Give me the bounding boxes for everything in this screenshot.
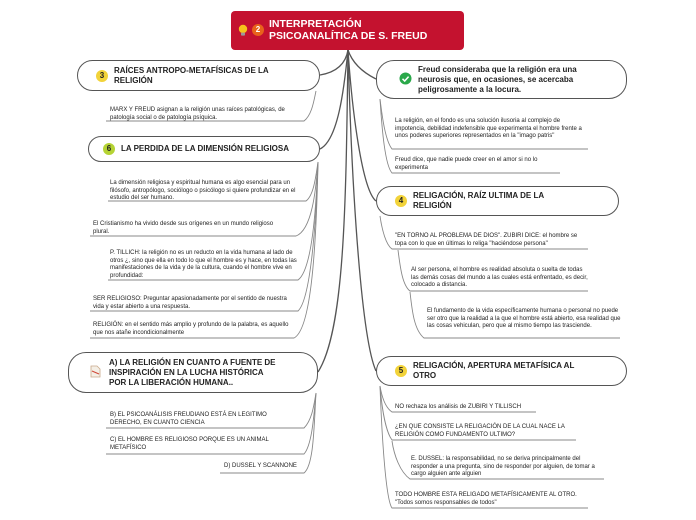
perdida-note-1: La dimensión religiosa y espiritual humana es algo esencial para un filósofo, antropólogo, sociólogo o psicólogo si quiere profundizar en el estudio del ser humano. xyxy=(110,180,296,202)
check-icon xyxy=(399,72,412,88)
root-topic[interactable] xyxy=(231,11,464,50)
religacion-note-1: "EN TORNO AL PROBLEMA DE DIOS". ZUBIRI DICE: el hombre se topa con lo que en últimas lo religa "haciéndose persona" xyxy=(395,233,578,247)
perdida-note-5: RELIGIÓN: en el sentido más amplio y profundo de la palabra, es aquello que nos atañe incondicionalmente xyxy=(93,322,289,336)
lightbulb-icon xyxy=(237,24,249,40)
religacion-note-2: Al ser persona, el hombre es realidad absoluta o suelta de todas las demás cosas del mundo a las cuales está enfrentado, es decir, colocado a distancia. xyxy=(411,267,588,289)
number-badge-4: 4 xyxy=(395,195,407,207)
religacion-title-line1: RELIGACIÓN, RAÍZ ULTIMA DE LA xyxy=(413,191,545,200)
fuente-title-line3: POR LA LIBERACIÓN HUMANA.. xyxy=(109,377,234,387)
apertura-note-3: E. DUSSEL: la responsabilidad, no se deriva principalmente del responder a una pregunta, sino de responder por alguien, de tomar a cargo alguien ante alguien xyxy=(411,456,595,478)
perdida-note-2: El Cristianismo ha vivido desde sus orígenes en un mundo religioso plural. xyxy=(93,221,274,235)
fuente-note-d: D) DUSSEL Y SCANNONE xyxy=(224,463,297,469)
apertura-note-2: ¿EN QUE CONSISTE LA RELIGACIÓN DE LA CUAL NACE LA RELIGIÓN COMO FUNDAMENTO ULTIMO? xyxy=(395,424,565,438)
freud-title-line2: neurosis que, en ocasiones, se acercaba xyxy=(418,74,574,84)
number-badge-3: 3 xyxy=(96,70,108,82)
topic-freud[interactable] xyxy=(376,60,627,99)
fuente-title-line1: A) LA RELIGIÓN EN CUANTO A FUENTE DE xyxy=(109,357,276,367)
freud-title-line1: Freud consideraba que la religión era una xyxy=(418,64,577,74)
root-number-badge: 2 xyxy=(252,24,264,36)
apertura-title-line1: RELIGACIÓN, APERTURA METAFÍSICA AL xyxy=(413,361,575,370)
topic-religacion[interactable] xyxy=(376,186,619,216)
religacion-note-3: El fundamento de la vida específicamente humana o personal no puede ser otro que la realidad a la que el hombre está abierto, esa realidad que las cosas vehiculan, pero que al mismo tiempo las trasciende. xyxy=(427,308,621,330)
topic-raices[interactable] xyxy=(77,60,320,91)
raices-note-1: MARX Y FREUD asignan a la religión unas raíces patológicas, de patología social o de patología psíquica. xyxy=(110,107,285,121)
religacion-title-line2: RELIGIÓN xyxy=(413,201,452,210)
perdida-note-4: SER RELIGIOSO: Preguntar apasionadamente por el sentido de nuestra vida y estar abierto a una respuesta. xyxy=(93,296,287,310)
root-title-line2: PSICOANALÍTICA DE S. FREUD xyxy=(269,30,428,42)
apertura-title-line2: OTRO xyxy=(413,371,437,380)
freud-note-2: Freud dice, que nadie puede creer en el amor si no lo experimenta xyxy=(395,157,538,171)
fuente-title-line2: INSPIRACIÓN EN LA LUCHA HISTÓRICA xyxy=(109,367,264,377)
document-icon xyxy=(89,365,101,381)
root-title-line1: INTERPRETACIÓN xyxy=(269,18,362,30)
topic-perdida[interactable] xyxy=(88,136,320,162)
apertura-note-1: NO rechaza los análisis de ZUBIRI Y TILLISCH xyxy=(395,404,522,410)
perdida-title: LA PERDIDA DE LA DIMENSIÓN RELIGIOSA xyxy=(121,144,290,153)
topic-apertura[interactable] xyxy=(376,356,627,386)
fuente-note-b: B) EL PSICOANÁLISIS FREUDIANO ESTÁ EN LEGITIMO DERECHO, EN CUANTO CIENCIA xyxy=(110,412,267,426)
freud-note-1: La religión, en el fondo es una solución ilusoria al complejo de impotencia, debilidad indefensible que experimenta el hombre frente a unos poderes superiores representados en la "imago patris" xyxy=(395,118,582,140)
number-badge-5: 5 xyxy=(395,365,407,377)
topic-fuente[interactable] xyxy=(68,352,318,393)
perdida-note-3: P. TILLICH: la religión no es un reducto en la vida humana al lado de otros ¿, sino que ella en todo lo que el hombre es y hace, en todas las manifestaciones de la vida y de la cultura, cuando el hombre vive en profundidad: xyxy=(110,250,297,279)
fuente-note-c: C) EL HOMBRE ES RELIGIOSO PORQUE ES UN ANIMAL METAFÍSICO xyxy=(110,437,269,451)
number-badge-6: 6 xyxy=(103,143,115,155)
freud-title-line3: peligrosamente a la locura. xyxy=(418,84,522,94)
raices-title-line2: RELIGIÓN xyxy=(114,75,153,85)
raices-title-line1: RAÍCES ANTROPO-METAFÍSICAS DE LA xyxy=(114,65,269,75)
apertura-note-4: TODO HOMBRE ESTA RELIGADO METAFÍSICAMENTE AL OTRO. "Todos somos responsables de todos" xyxy=(395,492,577,506)
